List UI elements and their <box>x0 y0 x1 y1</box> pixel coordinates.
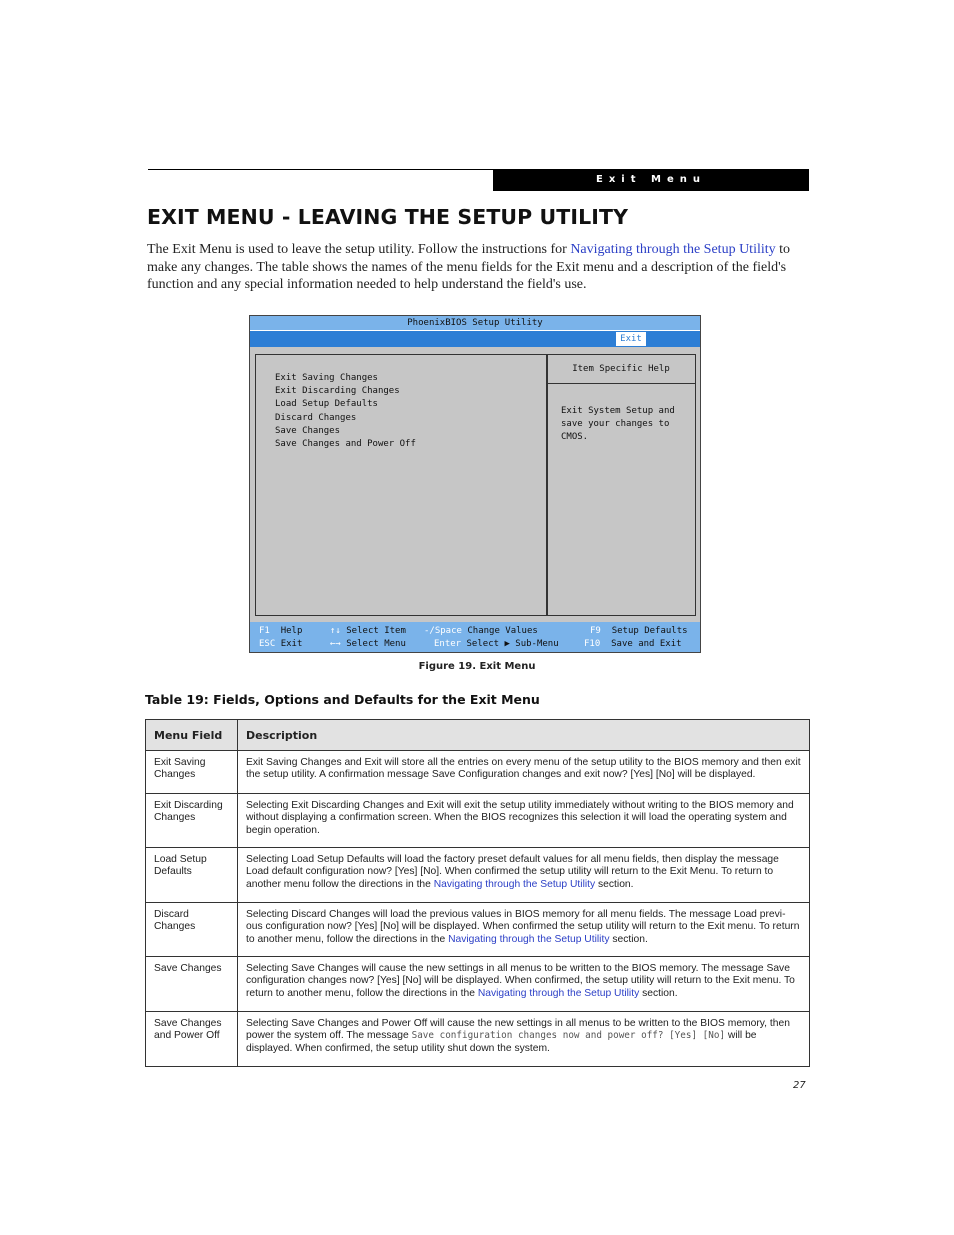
space-key: -/Space <box>424 626 462 636</box>
enter-key: Enter <box>434 639 462 649</box>
legend-esc <box>259 638 302 650</box>
navigating-setup-link[interactable]: Navigating through the Setup Utility <box>477 987 640 999</box>
page-title: EXIT MENU - LEAVING THE SETUP UTILITY <box>147 205 629 229</box>
table-row <box>146 794 810 848</box>
row-field: Save Changes <box>146 957 238 1012</box>
intro-text-end: to make any changes. The table shows the names of the menu fields for the Exit menu and a description of the field's function and any special information needed to help understand the field's use. <box>147 242 791 292</box>
header-menu-field: Menu Field <box>146 720 238 751</box>
bios-item-exit-saving[interactable]: Exit Saving Changes <box>275 373 378 383</box>
leftright-label: Select Menu <box>346 639 406 649</box>
confirmation-message-code: Save configuration changes now and power off? [Yes] [No] <box>411 1030 726 1042</box>
bios-menu-bar <box>250 331 700 347</box>
legend-f1 <box>259 625 302 637</box>
bios-title-bar: PhoenixBIOS Setup Utility <box>250 316 700 331</box>
updown-arrows-icon: ↑↓ <box>330 626 341 636</box>
legend-f10 <box>584 638 682 650</box>
table-row <box>146 903 810 957</box>
row-field: Save Changes and Power Off <box>146 1012 238 1067</box>
f9-label: Setup Defaults <box>611 626 688 636</box>
bios-tab-exit[interactable]: Exit <box>616 332 646 346</box>
bios-help-pane <box>546 354 696 616</box>
row-field: Load Setup Defaults <box>146 848 238 903</box>
bios-item-save-power-off[interactable]: Save Changes and Power Off <box>275 439 416 450</box>
table-row <box>146 751 810 794</box>
legend-leftright <box>330 638 406 650</box>
row-description <box>238 957 810 1012</box>
esc-label: Exit <box>280 639 303 649</box>
enter-label: Select ▶ Sub-Menu <box>466 639 559 649</box>
row-description <box>238 903 810 957</box>
f9-key: F9 <box>590 626 601 636</box>
table-row <box>146 1012 810 1067</box>
bios-screen <box>249 315 701 653</box>
navigating-setup-link[interactable]: Navigating through the Setup Utility <box>570 242 776 257</box>
table-row <box>146 957 810 1012</box>
desc-text: section. <box>639 987 678 999</box>
page-number: 27 <box>793 1080 806 1091</box>
table-row <box>146 848 810 903</box>
space-label: Change Values <box>467 626 538 636</box>
desc-text: section. <box>595 878 634 890</box>
updown-label: Select Item <box>346 626 406 636</box>
esc-key: ESC <box>259 639 276 649</box>
f1-key: F1 <box>259 626 270 636</box>
desc-text: Selecting Load Setup Defaults will load the factory preset default values for all menu fields, then display the message Load default configuration now? [Yes] [No]. When confirmed the setup utility will return to the Exit Menu. To return to another menu follow the directions in the <box>246 854 779 890</box>
bios-key-legend <box>250 622 700 652</box>
legend-space <box>424 625 538 637</box>
row-description: Selecting Exit Discarding Changes and Exit will exit the setup utility immediately without writing to the BIOS memory and without displaying a confirmation screen. When the BIOS recognizes this selection it will load the operating system and begin operation. <box>238 794 810 848</box>
row-description <box>238 1012 810 1067</box>
row-field: Discard Changes <box>146 903 238 957</box>
desc-text: section. <box>609 933 648 945</box>
bios-item-discard-changes[interactable]: Discard Changes <box>275 412 357 423</box>
help-header: Item Specific Help <box>547 355 695 384</box>
bios-item-load-defaults[interactable]: Load Setup Defaults <box>275 399 378 410</box>
leftright-arrows-icon: ←→ <box>330 639 341 649</box>
bios-item-save-changes[interactable]: Save Changes <box>275 425 341 436</box>
bios-menu-pane <box>255 354 548 616</box>
f10-key: F10 <box>584 639 601 649</box>
desc-text: Selecting Discard Changes will load the previous values in BIOS memory for all menu fields. The message Load previ-ous configuration now? [Yes] [No] will be displayed. When confirmed the setup utility will return to the Exit menu. To return to another menu, follow the directions in the <box>246 909 800 945</box>
f1-label: Help <box>280 626 303 636</box>
figure-caption: Figure 19. Exit Menu <box>418 661 536 672</box>
table-header-row <box>146 720 810 751</box>
bios-item-exit-discarding[interactable]: Exit Discarding Changes <box>275 386 400 397</box>
row-field: Exit Saving Changes <box>146 751 238 794</box>
row-description: Exit Saving Changes and Exit will store all the entries on every menu of the setup utility to the BIOS memory and then exit the setup utility. A confirmation message Save Configuration changes and exit now? [Yes] [No] will be displayed. <box>238 751 810 794</box>
intro-text-start: The Exit Menu is used to leave the setup utility. Follow the instructions for <box>147 242 571 257</box>
navigating-setup-link[interactable]: Navigating through the Setup Utility <box>433 878 596 890</box>
header-rule <box>148 169 493 170</box>
legend-enter <box>434 638 559 650</box>
fields-table <box>145 719 810 1067</box>
legend-updown <box>330 625 406 637</box>
desc-text: Selecting Save Changes will cause the new settings in all menus to be written to the BIOS memory. The message Save configuration changes now? [Yes] [No] will be displayed. When confirmed, the setup utility will return to the Exit menu. To return to another menu, follow the directions in the <box>246 963 795 999</box>
help-text: Exit System Setup and save your changes to CMOS. <box>561 406 675 442</box>
row-field: Exit Discarding Changes <box>146 794 238 848</box>
section-tab: Exit Menu <box>493 169 809 191</box>
header-description: Description <box>238 720 810 751</box>
row-description <box>238 848 810 903</box>
f10-label: Save and Exit <box>611 639 682 649</box>
bios-menu-list <box>275 372 416 451</box>
desc-text: will be displayed. When confirmed, the setup utility shut down the system. <box>246 1030 757 1054</box>
table-title: Table 19: Fields, Options and Defaults for the Exit Menu <box>145 692 540 707</box>
legend-f9 <box>590 625 688 637</box>
intro-paragraph <box>147 241 812 294</box>
desc-text: Selecting Save Changes and Power Off will cause the new settings in all menus to be written to the BIOS memory, then power the system off. The message <box>246 1018 790 1042</box>
navigating-setup-link[interactable]: Navigating through the Setup Utility <box>448 933 610 945</box>
